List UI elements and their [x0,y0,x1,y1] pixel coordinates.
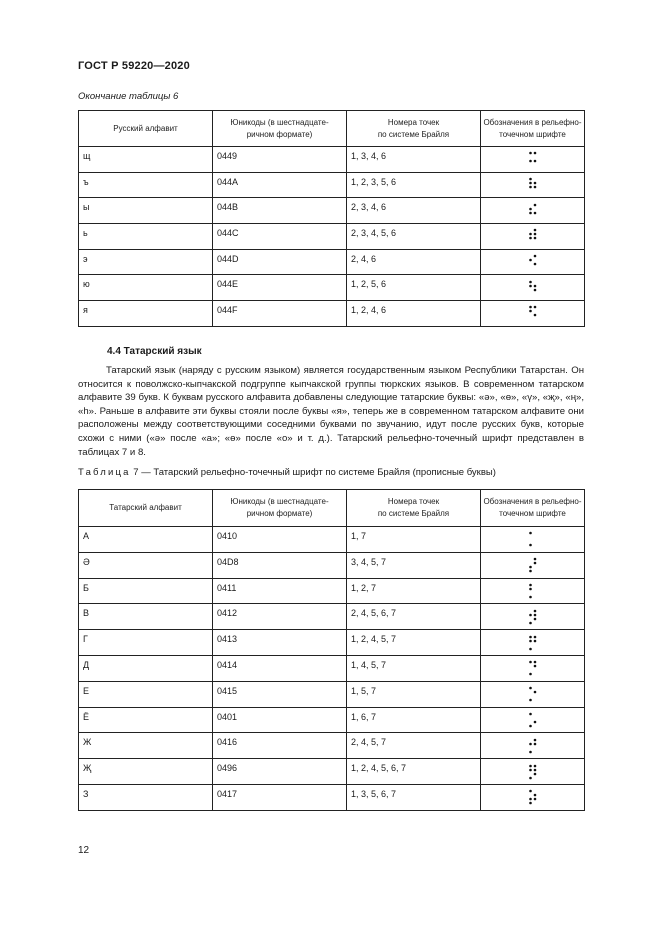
braille-dot [533,152,536,155]
unicode-cell: 0401 [213,707,347,733]
braille-dot [533,768,536,771]
braille-dot [533,255,536,258]
braille-dot [533,617,536,620]
braille-dot [529,306,532,309]
braille-dots-cell: 1, 7 [347,527,481,553]
braille-dot [533,288,536,291]
table-row [79,681,585,707]
braille-dot [533,211,536,214]
braille-symbol-cell [481,224,585,250]
unicode-cell: 044D [213,249,347,275]
braille-dot [529,639,532,642]
braille-glyph-icon [528,305,538,321]
table-row [79,198,585,224]
page-number: 12 [78,845,90,856]
braille-symbol-cell [481,630,585,656]
braille-dot [533,160,536,163]
caption-text: 7 — Татарский рельефно-точечный шрифт по системе Брайля (прописные буквы) [130,467,496,478]
letter-cell: Җ [79,759,213,785]
table-row [79,759,585,785]
braille-dots-cell: 1, 3, 5, 6, 7 [347,784,481,810]
braille-dot [529,673,532,676]
letter-cell: Б [79,578,213,604]
table-row [79,578,585,604]
braille-dots-cell: 2, 4, 5, 6, 7 [347,604,481,630]
braille-dot [533,263,536,266]
braille-dot [533,237,536,240]
braille-symbol-cell [481,198,585,224]
braille-dot [529,532,532,535]
braille-glyph-icon [528,177,538,193]
braille-dot [529,160,532,163]
braille-dot [529,544,532,547]
braille-dot [533,233,536,236]
braille-dots-cell: 1, 2, 4, 5, 6, 7 [347,759,481,785]
braille-dot [533,562,536,565]
braille-dot [529,635,532,638]
braille-dots-cell: 2, 4, 6 [347,249,481,275]
braille-symbol-cell [481,527,585,553]
braille-dots-cell: 1, 6, 7 [347,707,481,733]
braille-dot [533,613,536,616]
table-continuation-label: Окончание таблицы 6 [78,91,179,102]
braille-dot [529,621,532,624]
braille-glyph-icon [528,686,538,702]
unicode-cell: 0411 [213,578,347,604]
unicode-cell: 044A [213,172,347,198]
table-7-tatar-braille [78,489,585,811]
braille-dot [529,280,532,283]
letter-cell: В [79,604,213,630]
braille-dot [529,768,532,771]
braille-glyph-icon [528,583,538,599]
braille-dot [529,790,532,793]
braille-dot [533,306,536,309]
braille-symbol-cell [481,707,585,733]
letter-cell: Ә [79,552,213,578]
braille-dot [529,750,532,753]
letter-cell: З [79,784,213,810]
unicode-cell: 0414 [213,655,347,681]
braille-dot [529,742,532,745]
unicode-cell: 0449 [213,147,347,173]
table-row [79,733,585,759]
braille-symbol-cell [481,578,585,604]
column-header: Обозначения в рельефно- точечном шрифте [481,490,585,527]
braille-dot [529,802,532,805]
braille-glyph-icon [528,660,538,676]
braille-dot [529,588,532,591]
caption-word: Таблица [78,467,131,478]
table-6-russian-braille [78,110,585,327]
unicode-cell: 0410 [213,527,347,553]
braille-dot [533,794,536,797]
letter-cell: Д [79,655,213,681]
letter-cell: я [79,301,213,327]
braille-symbol-cell [481,655,585,681]
braille-dot [529,584,532,587]
braille-symbol-cell [481,275,585,301]
braille-dot [529,661,532,664]
section-title: 4.4 Татарский язык [107,346,202,357]
braille-glyph-icon [528,789,538,805]
braille-glyph-icon [528,531,538,547]
section-paragraph: Татарский язык (наряду с русским языком) является государственным языком Республики Татарстан. Он относится к поволжско-кыпчакской подгруппе кыпчакской группы тюркских языков. В современном татарском алфавите 39 букв. К буквам русского алфавита добавлены следующие татарские буквы: «ә», «ө», «ү», «җ», «ң», «һ». Раньше в алфавите эти буквы стояли после буквы «я», теперь же в современном татарском алфавите они расположены между соответствующими соседними буквами по звучанию, идут после русских букв, которые схожи с ними («ә» после «а»; «ө» после «о» и т. д.). Татарский рельефно-точечный шрифт представлен в таблицах 7 и 8. [78,365,584,458]
unicode-cell: 0413 [213,630,347,656]
table-row [79,784,585,810]
unicode-cell: 044B [213,198,347,224]
unicode-cell: 044E [213,275,347,301]
braille-dot [533,314,536,317]
table-row [79,527,585,553]
braille-symbol-cell [481,249,585,275]
letter-cell: щ [79,147,213,173]
braille-dot [529,596,532,599]
braille-dots-cell: 1, 2, 3, 5, 6 [347,172,481,198]
braille-glyph-icon [528,557,538,573]
column-header: Русский алфавит [79,111,213,147]
letter-cell: ъ [79,172,213,198]
braille-dot [529,725,532,728]
braille-glyph-icon [528,254,538,270]
braille-symbol-cell [481,604,585,630]
braille-dots-cell: 1, 5, 7 [347,681,481,707]
braille-dot [533,661,536,664]
braille-dot [533,284,536,287]
table-header-row [79,111,585,147]
braille-dots-cell: 3, 4, 5, 7 [347,552,481,578]
braille-dot [529,687,532,690]
braille-dots-cell: 2, 4, 5, 7 [347,733,481,759]
column-header: Номера точек по системе Брайля [347,490,481,527]
table-row [79,552,585,578]
braille-dot [529,613,532,616]
braille-dot [529,233,532,236]
braille-symbol-cell [481,759,585,785]
braille-dot [529,713,532,716]
braille-dot [529,211,532,214]
braille-dot [529,699,532,702]
column-header: Юникоды (в шестнадцате- ричном формате) [213,111,347,147]
braille-dots-cell: 1, 4, 5, 7 [347,655,481,681]
braille-dots-cell: 1, 2, 5, 6 [347,275,481,301]
braille-symbol-cell [481,681,585,707]
braille-dot [533,186,536,189]
letter-cell: ю [79,275,213,301]
braille-glyph-icon [528,635,538,651]
unicode-cell: 0412 [213,604,347,630]
column-header: Номера точек по системе Брайля [347,111,481,147]
braille-dot [529,259,532,262]
braille-dot [529,152,532,155]
table-row [79,655,585,681]
braille-dot [529,776,532,779]
braille-dot [529,764,532,767]
braille-dots-cell: 1, 2, 7 [347,578,481,604]
braille-dot [533,721,536,724]
braille-dots-cell: 1, 2, 4, 6 [347,301,481,327]
braille-dot [533,609,536,612]
braille-dot [533,738,536,741]
braille-dot [533,182,536,185]
letter-cell: А [79,527,213,553]
braille-dots-cell: 2, 3, 4, 6 [347,198,481,224]
braille-dot [533,665,536,668]
braille-glyph-icon [528,228,538,244]
letter-cell: Г [79,630,213,656]
letter-cell: ь [79,224,213,250]
braille-symbol-cell [481,147,585,173]
braille-dot [533,772,536,775]
unicode-cell: 0415 [213,681,347,707]
unicode-cell: 0416 [213,733,347,759]
letter-cell: ы [79,198,213,224]
table-row [79,172,585,198]
braille-glyph-icon [528,764,538,780]
braille-dot [533,764,536,767]
braille-symbol-cell [481,552,585,578]
letter-cell: Е [79,681,213,707]
braille-dot [529,647,532,650]
table-row [79,275,585,301]
braille-dots-cell: 1, 3, 4, 6 [347,147,481,173]
braille-dot [529,570,532,573]
braille-dot [529,798,532,801]
table-row [79,630,585,656]
braille-dot [533,558,536,561]
unicode-cell: 0496 [213,759,347,785]
braille-symbol-cell [481,172,585,198]
document-standard-id: ГОСТ Р 59220—2020 [78,60,190,72]
column-header: Татарский алфавит [79,490,213,527]
unicode-cell: 044F [213,301,347,327]
table-row [79,301,585,327]
table-row [79,147,585,173]
table-row [79,249,585,275]
column-header: Юникоды (в шестнадцате- ричном формате) [213,490,347,527]
braille-glyph-icon [528,738,538,754]
unicode-cell: 04D8 [213,552,347,578]
braille-glyph-icon [528,280,538,296]
table-row [79,707,585,733]
braille-dot [529,237,532,240]
braille-dot [529,207,532,210]
braille-glyph-icon [528,203,538,219]
braille-glyph-icon [528,609,538,625]
table-row [79,224,585,250]
braille-dot [533,229,536,232]
letter-cell: Ж [79,733,213,759]
column-header: Обозначения в рельефно- точечном шрифте [481,111,585,147]
braille-dot [529,284,532,287]
braille-dot [533,742,536,745]
braille-glyph-icon [528,712,538,728]
braille-symbol-cell [481,784,585,810]
unicode-cell: 0417 [213,784,347,810]
braille-symbol-cell [481,301,585,327]
table-header-row [79,490,585,527]
table-row [79,604,585,630]
letter-cell: э [79,249,213,275]
table-7-caption [78,467,496,478]
braille-glyph-icon [528,151,538,167]
braille-dot [529,182,532,185]
braille-dot [529,186,532,189]
letter-cell: Ё [79,707,213,733]
braille-dot [533,691,536,694]
braille-symbol-cell [481,733,585,759]
braille-dots-cell: 1, 2, 4, 5, 7 [347,630,481,656]
unicode-cell: 044C [213,224,347,250]
braille-dot [529,566,532,569]
braille-dot [533,203,536,206]
braille-dot [529,178,532,181]
braille-dot [533,798,536,801]
braille-dot [529,310,532,313]
braille-dot [533,635,536,638]
braille-dot [533,639,536,642]
braille-dots-cell: 2, 3, 4, 5, 6 [347,224,481,250]
